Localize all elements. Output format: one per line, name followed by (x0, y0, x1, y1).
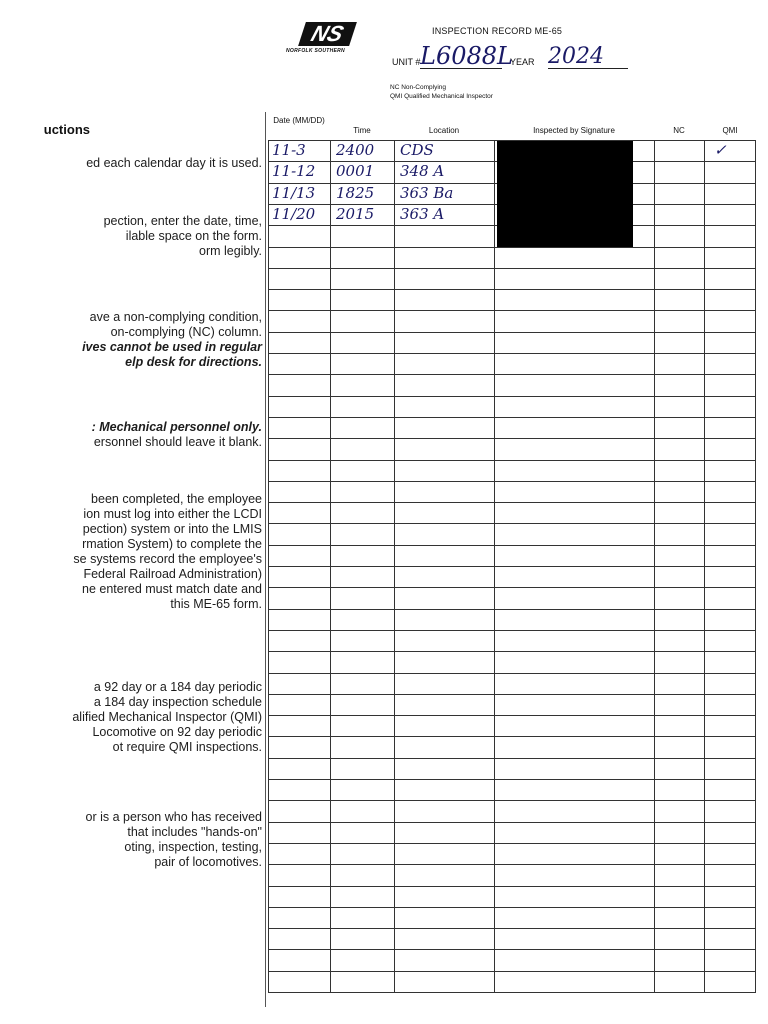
table-cell-time[interactable]: 1825 (336, 183, 375, 202)
unit-number-field[interactable]: L6088L (420, 42, 513, 70)
instruction-line: rmation System) to complete the (82, 537, 262, 551)
table-row-rule (268, 758, 756, 759)
table-row-rule (268, 843, 756, 844)
table-row-rule (268, 438, 756, 439)
table-row-rule (268, 673, 756, 674)
instruction-line: pection) system or into the LMIS (82, 522, 262, 536)
table-row-rule (268, 523, 756, 524)
table-row-rule (268, 907, 756, 908)
table-row-rule (268, 502, 756, 503)
header-date: Date (MM/DD) (273, 116, 325, 125)
table-row-rule (268, 460, 756, 461)
table-cell-time[interactable]: 2015 (336, 204, 375, 223)
table-cell-location[interactable]: CDS (400, 141, 434, 159)
instruction-line: ives cannot be used in regular (82, 340, 262, 354)
instruction-line: a 92 day or a 184 day periodic (93, 680, 262, 694)
year-label: YEAR (510, 57, 535, 67)
table-cell-location[interactable]: 363 A (400, 204, 445, 223)
instruction-block (0, 214, 262, 259)
instruction-line: or is a person who has received (85, 810, 262, 824)
unit-label: UNIT # (392, 57, 421, 67)
table-cell-date[interactable]: 11/20 (272, 204, 316, 223)
table-row-rule (268, 609, 756, 610)
table-row-rule (268, 289, 756, 290)
table-row-rule (268, 992, 756, 993)
table-row-rule (268, 694, 756, 695)
instruction-line: this ME-65 form. (170, 597, 262, 611)
legend (390, 83, 493, 101)
instruction-line: Locomotive on 92 day periodic (92, 725, 262, 739)
table-cell-time[interactable]: 0001 (336, 162, 375, 181)
instruction-block (0, 156, 262, 171)
table-row-rule (268, 566, 756, 567)
redacted-signature-block (497, 141, 633, 247)
instruction-line: been completed, the employee (91, 492, 262, 506)
table-cell-date[interactable]: 11-3 (272, 141, 306, 159)
table-row-rule (268, 417, 756, 418)
page-margin-rule (265, 112, 266, 1007)
table-row-rule (268, 651, 756, 652)
table-row-rule (268, 353, 756, 354)
instruction-line: elp desk for directions. (125, 355, 262, 369)
instruction-line: : Mechanical personnel only. (91, 420, 262, 434)
instruction-line: pair of locomotives. (154, 855, 262, 869)
instruction-line: se systems record the employee's (73, 552, 262, 566)
instruction-line: ot require QMI inspections. (112, 740, 262, 754)
table-row-rule (268, 736, 756, 737)
table-row-rule (268, 396, 756, 397)
year-field[interactable]: 2024 (548, 46, 628, 69)
table-row-rule (268, 779, 756, 780)
table-cell-time[interactable]: 2400 (336, 141, 375, 159)
instruction-block (0, 492, 262, 612)
table-row-rule (268, 822, 756, 823)
logo-mark: NS (298, 22, 356, 46)
table-row-rule (268, 864, 756, 865)
table-cell-date[interactable]: 11-12 (272, 162, 316, 181)
table-row-rule (268, 928, 756, 929)
table-row-rule (268, 630, 756, 631)
legend-nc: NC Non-Complying (390, 84, 446, 91)
instruction-block (0, 680, 262, 755)
instruction-block (0, 420, 262, 450)
instruction-line: orm legibly. (199, 244, 262, 258)
norfolk-southern-logo (284, 22, 380, 52)
instruction-line: ave a non-complying condition, (89, 310, 262, 324)
table-cell-qmi[interactable]: ✓ (714, 141, 727, 159)
table-row-rule (268, 971, 756, 972)
header-signature: Inspected by Signature (533, 126, 615, 135)
table-row-rule (268, 800, 756, 801)
instruction-line: ersonnel should leave it blank. (93, 435, 262, 449)
instruction-line: ne entered must match date and (82, 582, 262, 596)
instructions-heading: uctions (43, 122, 90, 137)
header-qmi: QMI (722, 126, 738, 135)
table-row-rule (268, 374, 756, 375)
table-row-rule (268, 545, 756, 546)
instruction-line: pection, enter the date, time, (103, 214, 262, 228)
table-row-rule (268, 886, 756, 887)
header-location: Location (428, 126, 460, 135)
table-row-rule (268, 949, 756, 950)
instruction-line: ion must log into either the LCDI (83, 507, 262, 521)
instruction-line: on-complying (NC) column. (110, 325, 262, 339)
table-row-rule (268, 268, 756, 269)
header-time: Time (353, 126, 371, 135)
instruction-line: ed each calendar day it is used. (86, 156, 262, 170)
inspection-table (268, 116, 756, 992)
instruction-line: a 184 day inspection schedule (93, 695, 262, 709)
header-nc: NC (673, 126, 685, 135)
table-row-rule (268, 481, 756, 482)
instruction-line: ilable space on the form. (125, 229, 262, 243)
form-title: INSPECTION RECORD ME-65 (432, 26, 563, 36)
table-cell-location[interactable]: 363 Ba (400, 183, 454, 202)
table-row-rule (268, 332, 756, 333)
legend-qmi: QMI Qualified Mechanical Inspector (390, 93, 493, 100)
instruction-line: Federal Railroad Administration) (83, 567, 262, 581)
instruction-block (0, 810, 262, 870)
table-row-rule (268, 715, 756, 716)
instruction-line: oting, inspection, testing, (124, 840, 262, 854)
instruction-line: alified Mechanical Inspector (QMI) (72, 710, 262, 724)
instruction-block (0, 310, 262, 370)
logo-wordmark: NORFOLK SOUTHERN (286, 48, 345, 54)
instruction-line: that includes "hands-on" (127, 825, 262, 839)
table-row-rule (268, 310, 756, 311)
table-cell-date[interactable]: 11/13 (272, 183, 316, 202)
table-row-rule (268, 587, 756, 588)
table-cell-location[interactable]: 348 A (400, 162, 445, 181)
